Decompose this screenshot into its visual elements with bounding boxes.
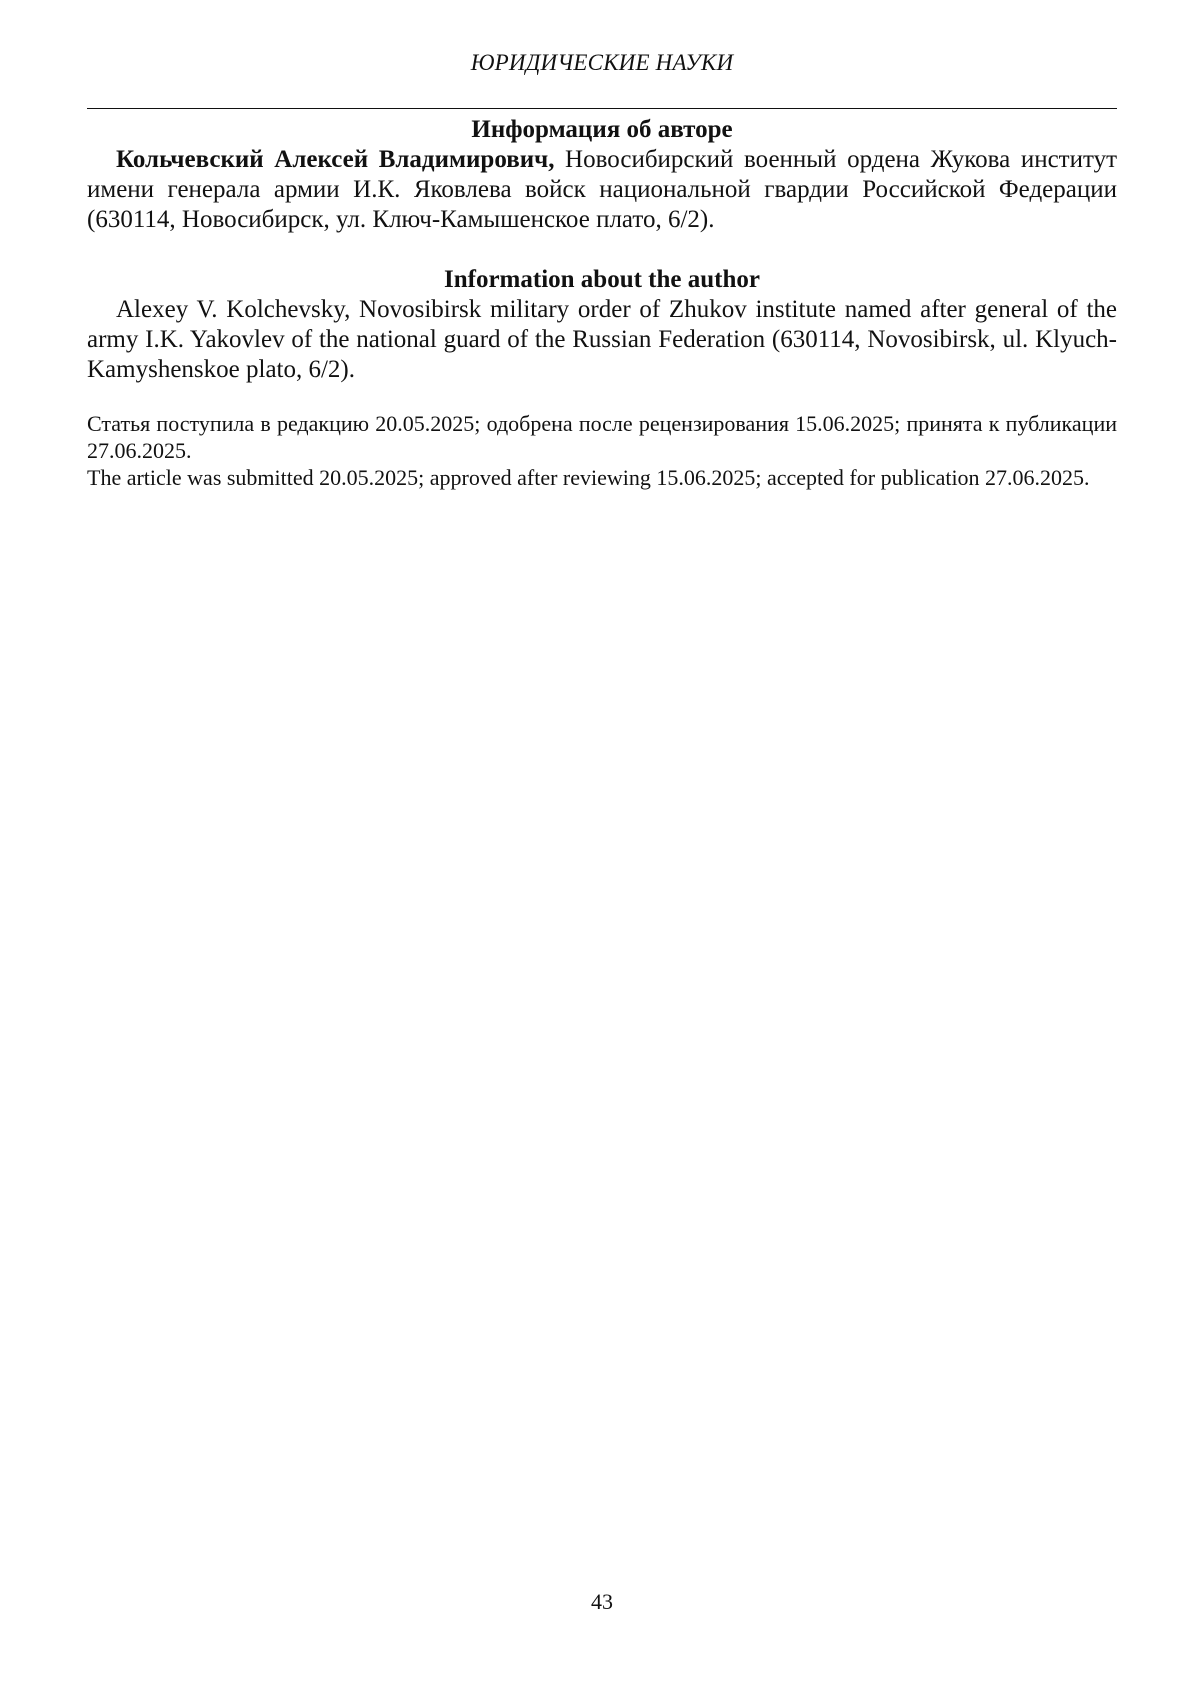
article-dates-ru: Статья поступила в редакцию 20.05.2025; одобрена после рецензирования 15.06.2025; принята к публикации 27.06.2025. bbox=[87, 411, 1117, 463]
running-header: ЮРИДИЧЕСКИЕ НАУКИ bbox=[470, 50, 734, 75]
author-name-ru: Кольчевский Алексей Владимирович, bbox=[116, 146, 555, 173]
author-info-ru-heading: Информация об авторе bbox=[471, 116, 733, 143]
author-info-ru bbox=[87, 115, 1117, 235]
document-page bbox=[87, 0, 1117, 1697]
author-affiliation-ru: Новосибирский военный ордена Жукова институт имени генерала армии И.К. Яковлева войск национальной гвардии Российской Федерации (630114, Новосибирск, ул. Ключ-Камышенское плато, 6/2). bbox=[87, 146, 1117, 233]
author-info-ru-paragraph bbox=[87, 145, 1117, 235]
author-info-en-paragraph: Alexey V. Kolchevsky, Novosibirsk military order of Zhukov institute named after general of the army I.K. Yakovlev of the national guard of the Russian Federation (630114, Novosibirsk, ul. Klyuch-Kamyshenskoe plato, 6/2). bbox=[87, 296, 1117, 383]
header-divider bbox=[87, 108, 1117, 109]
article-dates bbox=[87, 410, 1117, 491]
page-number: 43 bbox=[591, 1589, 613, 1614]
author-info-en-heading: Information about the author bbox=[444, 266, 760, 293]
author-info-en bbox=[87, 265, 1117, 385]
article-dates-en: The article was submitted 20.05.2025; approved after reviewing 15.06.2025; accepted for publication 27.06.2025. bbox=[87, 465, 1090, 490]
